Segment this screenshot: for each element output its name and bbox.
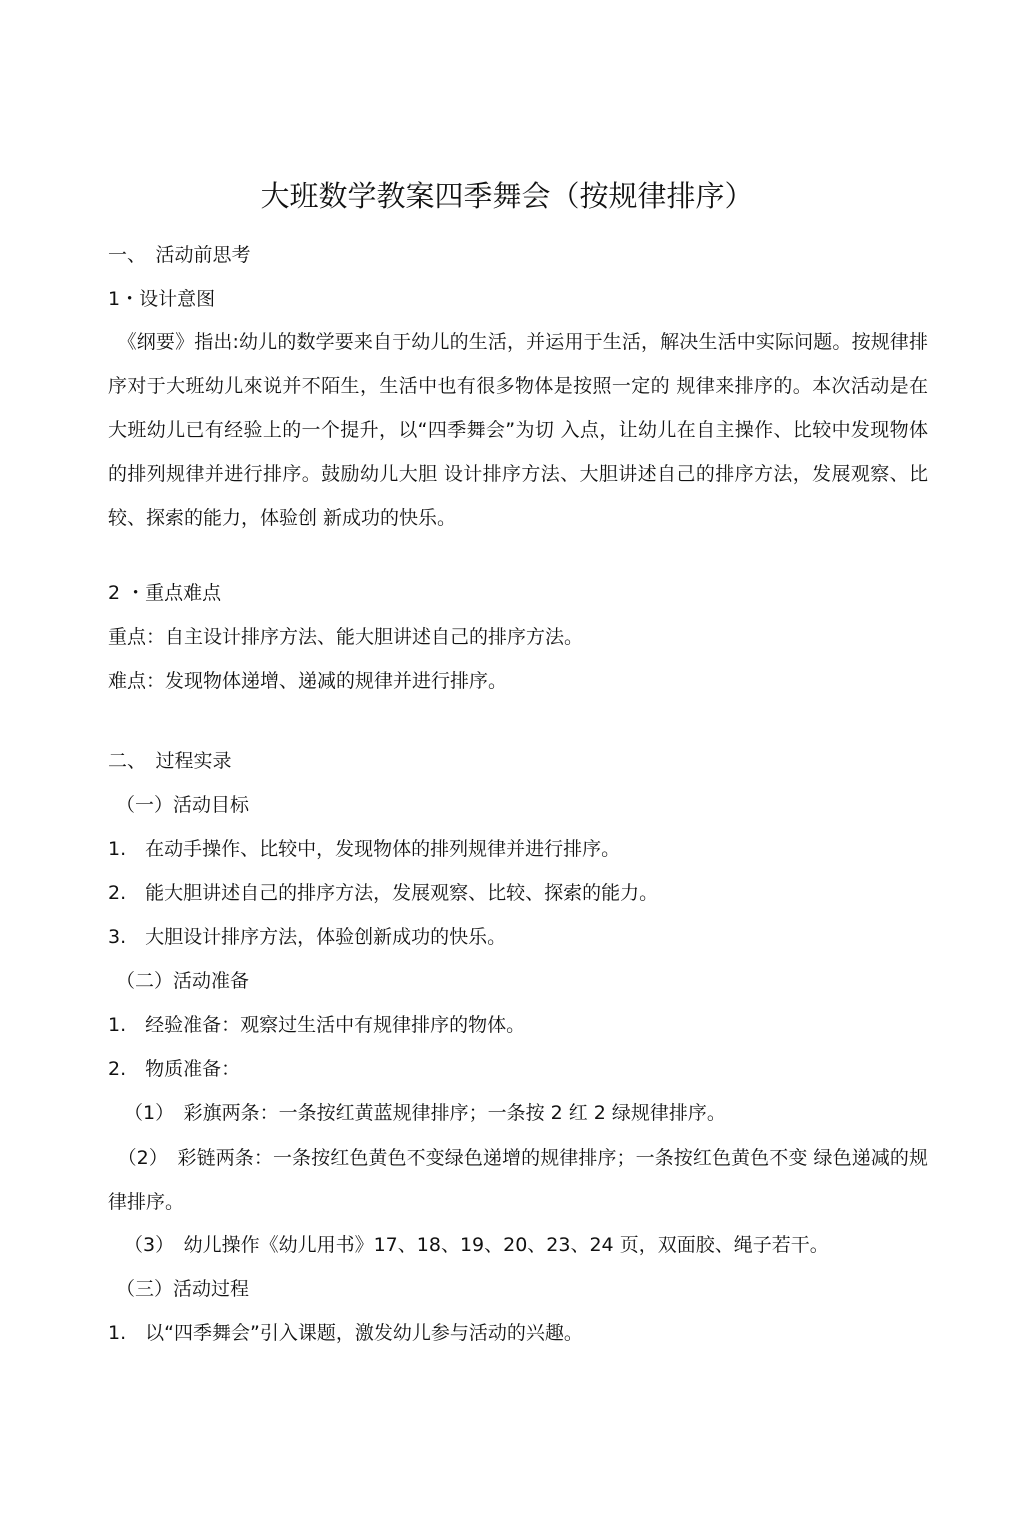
prep-sub-item-1: （1） 彩旗两条：一条按红黄蓝规律排序；一条按 2 红 2 绿规律排序。 — [124, 1102, 726, 1124]
prep-sub-item-3: （3） 幼儿操作《幼儿用书》17、18、19、20、23、24 页，双面胶、绳子若干。 — [124, 1234, 829, 1256]
subheading-activity-goals: （一）活动目标 — [116, 794, 250, 816]
goal-item-3: 3. 大胆设计排序方法，体验创新成功的快乐。 — [108, 926, 507, 948]
key-focus-text: 重点：自主设计排序方法、能大胆讲述自己的排序方法。 — [108, 626, 584, 648]
subheading-design-intent: 1・设计意图 — [108, 288, 216, 310]
section-heading-preparation-thinking: 一、 活动前思考 — [108, 244, 251, 266]
subheading-activity-preparation: （二）活动准备 — [116, 970, 250, 992]
section-heading-process-record: 二、 过程实录 — [108, 750, 232, 772]
prep-sub-item-2: （2） 彩链两条：一条按红色黄色不变绿色递增的规律排序；一条按红色黄色不变 绿色递减的规律排序。 — [108, 1147, 928, 1213]
goal-item-1: 1. 在动手操作、比较中，发现物体的排列规律并进行排序。 — [108, 838, 621, 860]
design-intent-paragraph: 《纲要》指出:幼儿的数学要来自于幼儿的生活，并运用于生活，解决生活中实际问题。按规律排序对于大班幼儿來说并不陌生，生活中也有很多物体是按照一定的 规律来排序的。本次活动是在大班幼儿已有经验上的一个提升，以“四季舞会”为切 入点，让幼儿在自主操作、比较中发现物体的排列规律并进行排序。鼓励幼儿大胆 设计排序方法、大胆讲述自己的排序方法，发展观察、比较、探索的能力，体验创 新成功的快乐。 — [108, 331, 928, 529]
process-item-1: 1. 以“四季舞会”引入课题，激发幼儿参与活动的兴趣。 — [108, 1322, 583, 1344]
prep-item-2: 2. 物质准备： — [108, 1058, 241, 1080]
document-title: 大班数学教案四季舞会（按规律排序） — [260, 179, 754, 213]
key-difficulty-text: 难点：发现物体递增、递减的规律并进行排序。 — [108, 670, 508, 692]
goal-item-2: 2. 能大胆讲述自己的排序方法，发展观察、比较、探索的能力。 — [108, 882, 659, 904]
subheading-activity-process: （三）活动过程 — [116, 1278, 250, 1300]
subheading-key-points: 2 ・重点难点 — [108, 582, 222, 604]
prep-item-1: 1. 经验准备：观察过生活中有规律排序的物体。 — [108, 1014, 526, 1036]
